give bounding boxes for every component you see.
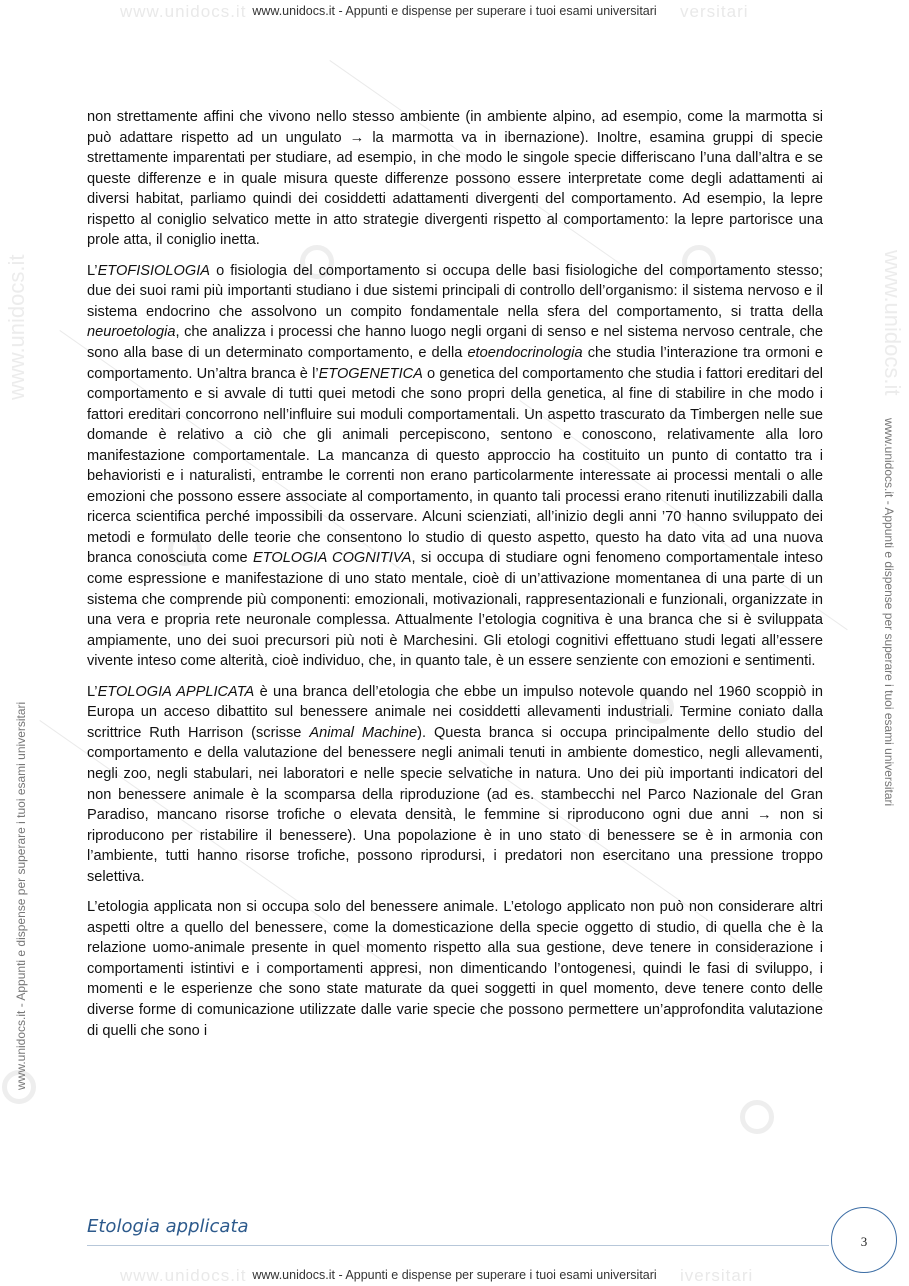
watermark-ghost-side-left: www.unidocs.it <box>4 254 29 400</box>
text-run: , che analizza i processi che hanno luogo negli organi di senso e nel sistema nervoso centrale, che sono alla base di un determinato comportamento, e della <box>87 324 823 362</box>
italic-term: ETOGENETICA <box>318 365 423 382</box>
footer-divider <box>87 1245 829 1246</box>
italic-term: ETOFISIOLOGIA <box>97 262 211 279</box>
watermark-banner-left: www.unidocs.it - Appunti e dispense per superare i tuoi esami universitari <box>14 701 28 1090</box>
text-run: che studia l’interazione tra ormoni e comportamento. Un’altra branca è l’ <box>87 345 824 382</box>
italic-term: etoendocrinologia <box>467 345 583 362</box>
paragraph <box>87 897 823 1041</box>
italic-term: Animal Machine <box>309 724 418 741</box>
text-run: non strettamente affini che vivono nello stesso ambiente (in ambiente alpino, ad esempio, come la marmotta si può adattare rispetto ad un ungulato → la marmotta va in ibernazione). Inoltre, esamina gruppi di specie strettamente imparentati per studiare, ad esempio, in che modo le singole specie differiscano l’una dall’altra e se queste differenze e in quale misura queste differenze possono essere interpretate come degli adattamenti ai diversi habitat, parliamo quindi dei cosiddetti adattamenti divergenti del comportamento. Ad esempio, la lepre rispetto al coniglio selvatico mette in atto strategie divergenti rispetto al comportamento: la lepre partorisce una prole atta, il coniglio inetta. <box>87 109 823 249</box>
watermark-banner-bottom: www.unidocs.it - Appunti e dispense per superare i tuoi esami universitari <box>252 1268 657 1282</box>
italic-term: ETOLOGIA APPLICATA <box>97 683 255 700</box>
page-number-badge <box>831 1207 897 1273</box>
paragraph <box>87 682 823 887</box>
text-run: , si occupa di studiare ogni fenomeno comportamentale inteso come espressione e manifestazione di uno stato mentale, cioè di un’attivazione momentanea di una parte di un sistema che comprende più componenti: emozionali, motivazionali, rappresentazionali e funzionali, organizzate in una vera e propria rete neuronale complessa. Attualmente l’etologia cognitiva è una branca che si è sviluppata ampiamente, uno dei suoi precursori più noti è Marchesini. Gli etologi cognitivi effettuano studi legati all’essere vivente inteso come alterità, cioè individuo, che, in quanto tale, è un essere senziente con emozioni e sentimenti. <box>87 550 823 670</box>
document-body <box>87 107 823 1051</box>
text-run: è una branca dell’etologia che ebbe un impulso notevole quando nel 1960 scoppiò in Europa un acceso dibattito sul benessere animale nei cosiddetti allevamenti industriali. Termine coniato dalla scrittrice Ruth Harrison (scrisse <box>87 683 823 741</box>
watermark-ghost-text: iversitari <box>680 1266 754 1285</box>
watermark-ghost-text: www.unidocs.it <box>120 1266 247 1285</box>
text-run: L’ <box>87 262 98 279</box>
italic-term: ETOLOGIA COGNITIVA <box>252 550 412 567</box>
paragraph <box>87 107 823 251</box>
paragraph <box>87 261 823 672</box>
text-run: L’ <box>87 683 98 700</box>
text-run: o fisiologia del comportamento si occupa delle basi fisiologiche del comportamento stesso; due dei suoi rami più importanti studiano i due sistemi principali di controllo dell’organismo: il sistema nervoso e il sistema endocrino che assolvono un compito fondamentale nella sfera del comportamento, si tratta della <box>87 262 823 320</box>
italic-term: neuroetologia <box>87 324 176 341</box>
watermark-ghost-side-right: www.unidocs.it <box>880 250 905 396</box>
watermark-ghost-text: www.unidocs.it <box>120 2 247 21</box>
watermark-ghost-text: versitari <box>680 2 749 21</box>
watermark-banner-top: www.unidocs.it - Appunti e dispense per superare i tuoi esami universitari <box>252 4 657 18</box>
footer-title: Etologia applicata <box>87 1216 249 1237</box>
text-run: o genetica del comportamento che studia i fattori ereditari del comportamento e si avvale di tutti quei metodi che sono propri della genetica, al fine di stabilire in che modo i fattori ereditari concorrono nell’influire sui moduli comportamentali. Un aspetto trascurato da Timbergen nelle sue domande è relativo a ciò che gli animali percepiscono, sentono e conoscono, relativamente alla loro manifestazione comportamentale. La mancanza di questo approccio ha costituito un punto di contatto tra i behavioristi e i naturalisti, entrambe le correnti non erano particolarmente interessate ai processi mentali o alle emozioni che possono essere associate al comportamento, in quanto tali processi erano ritenuti inutilizzabili dalla ricerca scientifica perché impossibili da osservare. Alcuni scienziati, all’inizio degli anni ’70 hanno sviluppato dei metodi e formulato delle teorie che consentono lo studio di questo aspetto, questo ha dato vita ad una nuova branca conosciuta come <box>87 365 823 567</box>
text-run: L’etologia applicata non si occupa solo del benessere animale. L’etologo applicato non può non considerare altri aspetti oltre a quello del benessere, come la domesticazione della specie oggetto di studio, di quella che è la relazione uomo-animale presente in quel momento rispetto alla sua gestione, deve tenere in considerazione i comportamenti istintivi e i comportamenti appresi, non dimenticando l’ontogenesi, quindi le fasi di sviluppo, i momenti e le esperienze che sono state maturate da quei soggetti in quel momento, deve tenere conto delle diverse forme di comunicazione utilizzate dalle varie specie che possono permettere un’approfondita valutazione di quelli che sono i <box>87 899 823 1039</box>
watermark-banner-right: www.unidocs.it - Appunti e dispense per superare i tuoi esami universitari <box>882 418 896 807</box>
page-number: 3 <box>860 1234 868 1249</box>
watermark-logo-icon <box>740 1100 774 1134</box>
text-run: ). Questa branca si occupa principalmente dello studio del comportamento e della valutazione del benessere negli animali tenuti in ambiente domestico, negli allevamenti, negli zoo, negli stabulari, nei laboratori e nelle specie selvatiche in natura. Uno dei più importanti indicatori del non benessere animale è la scomparsa della riproduzione (ad es. stambecchi nel Parco Nazionale del Gran Paradiso, mancano risorse trofiche o elevata densità, le femmine si riproducono ogni due anni → non si riproducono per ristabilire il benessere). Una popolazione è in uno stato di benessere se è in armonia con l’ambiente, tutti hanno risorse trofiche, possono riprodursi, i predatori non esercitano una pressione troppo selettiva. <box>87 724 823 885</box>
